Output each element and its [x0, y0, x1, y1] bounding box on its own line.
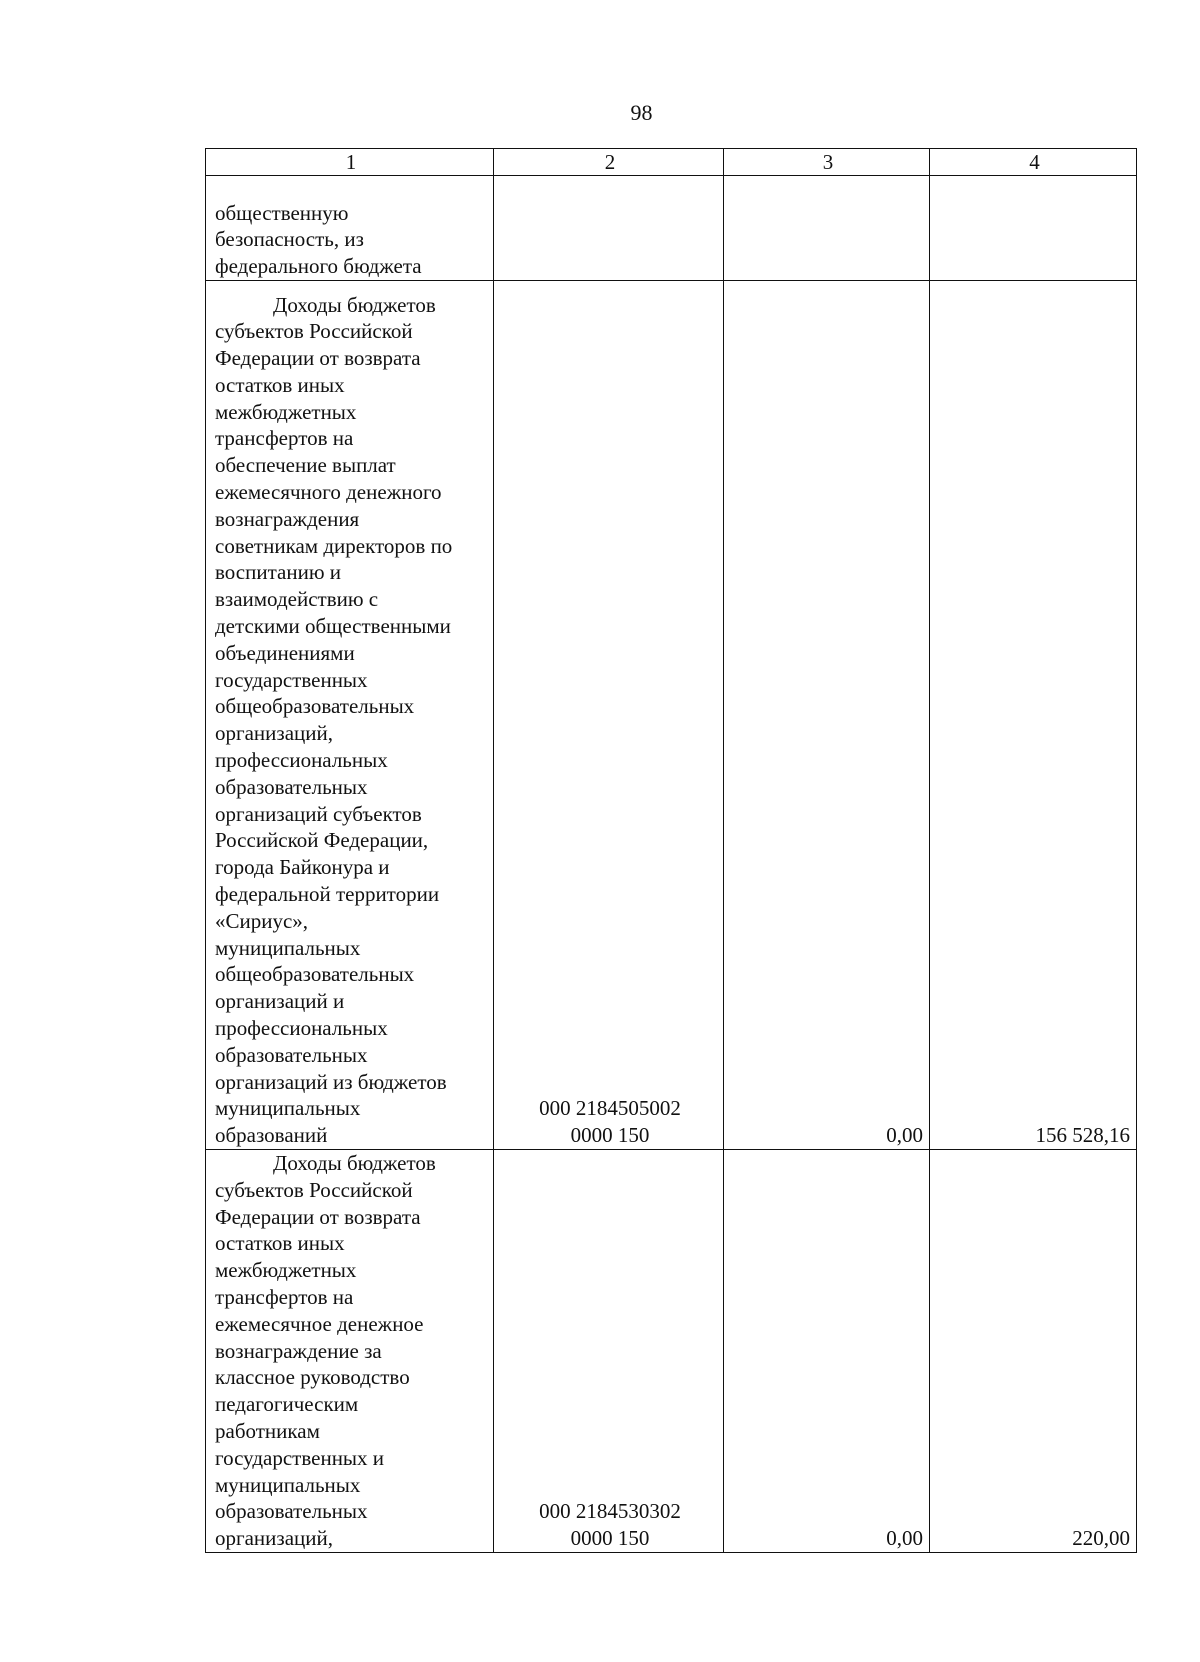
column-header-1: 1 [206, 149, 494, 176]
row-value-col4 [930, 176, 1137, 281]
row-name-first-line: Доходы бюджетов [273, 292, 436, 317]
column-header-2: 2 [494, 149, 724, 176]
budget-table [205, 148, 1137, 1553]
row-value-col3: 0,00 [724, 281, 930, 1150]
row-name-cell: общественную безопасность, из федерального бюджета [206, 176, 494, 281]
page-number: 98 [630, 100, 653, 125]
row-value-col3 [724, 176, 930, 281]
row-name-cell [206, 1150, 494, 1553]
row-value-col4: 220,00 [930, 1150, 1137, 1553]
column-header-3: 3 [724, 149, 930, 176]
table-row [206, 281, 1137, 1150]
row-name-first-line: Доходы бюджетов [273, 1151, 436, 1175]
row-value-col3: 0,00 [724, 1150, 930, 1553]
row-code-cell [494, 176, 724, 281]
row-name-text: субъектов Российской Федерации от возврата остатков иных межбюджетных трансфертов на ежемесячное денежное вознаграждение за классное руководство педагогическим работникам государственных и муниципальных образовательных организаций, [215, 1177, 424, 1551]
row-code-cell: 000 2184530302 0000 150 [494, 1150, 724, 1553]
row-code-cell: 000 2184505002 0000 150 [494, 281, 724, 1150]
row-name-cell [206, 281, 494, 1150]
header-row [206, 149, 1137, 176]
row-name-text: субъектов Российской Федерации от возврата остатков иных межбюджетных трансфертов на обеспечение выплат ежемесячного денежного вознаграждения советникам директоров по воспитанию и взаимодействию с детскими общественными объединениями государственных общеобразовательных организаций, профессиональных образовательных организаций субъектов Российской Федерации, города Байконура и федеральной территории «Сириус», муниципальных общеобразовательных организаций и профессиональных образовательных организаций из бюджетов муниципальных образований [215, 319, 453, 1148]
row-value-col4: 156 528,16 [930, 281, 1137, 1150]
column-header-4: 4 [930, 149, 1137, 176]
table-row [206, 1150, 1137, 1553]
table-row [206, 176, 1137, 281]
